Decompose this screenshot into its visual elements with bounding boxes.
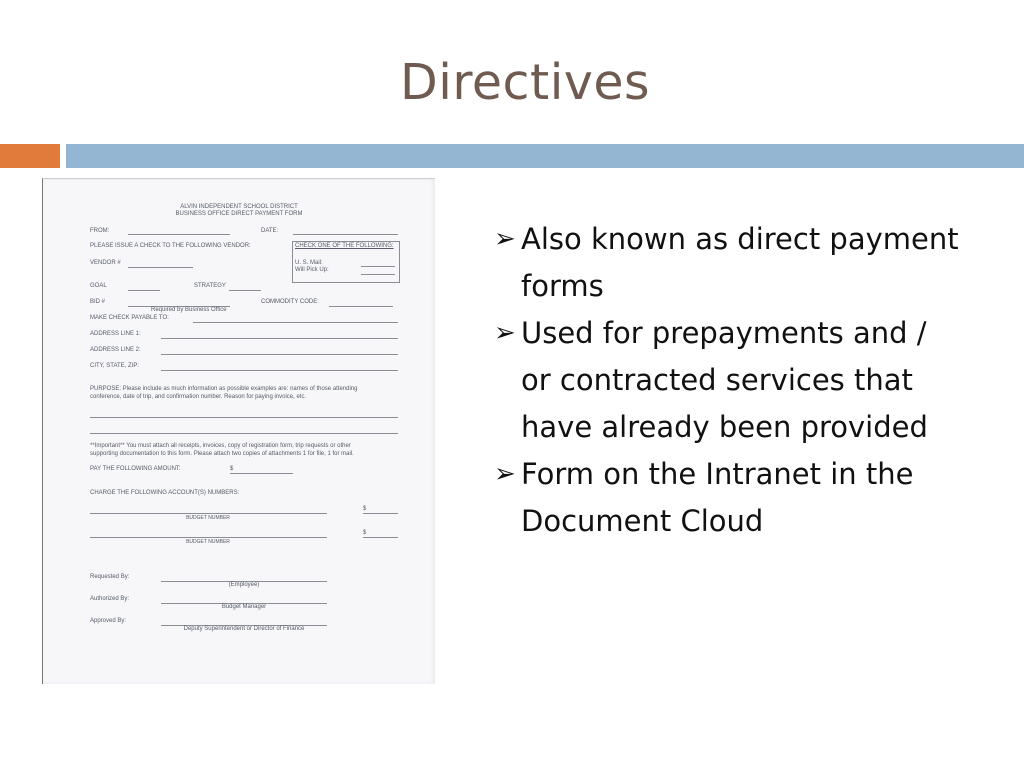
form-header-district: ALVIN INDEPENDENT SCHOOL DISTRICT xyxy=(180,204,298,210)
form-commodity-line xyxy=(329,306,393,307)
form-employee-label: (Employee) xyxy=(228,582,260,588)
form-address1-line xyxy=(161,338,398,339)
form-from-line xyxy=(128,234,230,235)
form-important-line2: supporting documentation to this form. Please attach two copies of attachments 1 for file, 1 for mail. xyxy=(90,451,354,457)
form-us-mail-label: U. S. Mail: xyxy=(295,260,323,266)
bullet-item xyxy=(494,216,964,310)
form-budget-number-1: BUDGET NUMBER xyxy=(186,515,230,521)
form-required-note: Required by Business Office xyxy=(151,307,227,313)
form-city-label: CITY, STATE, ZIP: xyxy=(90,363,140,369)
form-will-pick-up-label: Will Pick Up: xyxy=(295,267,329,273)
form-header-title: BUSINESS OFFICE DIRECT PAYMENT FORM xyxy=(175,211,303,217)
accent-bar-orange xyxy=(0,144,60,168)
form-account1-amount-line xyxy=(363,513,398,514)
bullet-item xyxy=(494,310,964,451)
form-city-line xyxy=(161,370,398,371)
form-purpose-line2: conference, date of trip, and confirmation number. Reason for paying invoice, etc. xyxy=(90,394,307,400)
form-date-line xyxy=(293,234,398,235)
form-important-line1: **Important** You must attach all receipts, invoices, copy of registration form, trip requests or other xyxy=(90,443,351,449)
bullet-list xyxy=(494,216,964,545)
form-requested-label: Requested By: xyxy=(90,574,130,580)
form-account1-line xyxy=(90,513,327,514)
slide-title: Directives xyxy=(400,54,650,111)
form-will-pick-up-line xyxy=(361,274,395,275)
form-strategy-line xyxy=(229,290,261,291)
form-goal-label: GOAL xyxy=(90,283,107,289)
form-address2-label: ADDRESS LINE 2: xyxy=(90,347,141,353)
form-issue-check-label: PLEASE ISSUE A CHECK TO THE FOLLOWING VENDOR: xyxy=(90,243,251,249)
form-deputy-label: Deputy Superintendent or Director of Finance xyxy=(183,626,305,632)
form-amount-label: PAY THE FOLLOWING AMOUNT: xyxy=(90,466,181,472)
form-bid-label: BID # xyxy=(90,299,106,305)
form-budget-manager-label: Budget Manager xyxy=(221,604,267,610)
form-amount-line xyxy=(230,473,293,474)
arrow-bullet-icon: ➢ xyxy=(494,224,516,254)
form-address1-label: ADDRESS LINE 1: xyxy=(90,331,141,337)
form-authorized-label: Authorized By: xyxy=(90,596,130,602)
form-vendor-label: VENDOR # xyxy=(90,260,121,266)
form-check-one-label: CHECK ONE OF THE FOLLOWING: xyxy=(295,243,394,249)
form-amount-dollar: $ xyxy=(230,466,234,472)
form-payable-label: MAKE CHECK PAYABLE TO: xyxy=(90,315,169,321)
form-accounts-label: CHARGE THE FOLLOWING ACCOUNT(S) NUMBERS: xyxy=(90,490,240,496)
form-goal-line xyxy=(128,290,160,291)
form-budget-number-2: BUDGET NUMBER xyxy=(186,539,230,545)
form-vendor-line xyxy=(128,267,193,268)
form-account2-amount-line xyxy=(363,537,398,538)
bullet-text: Form on the Intranet in the Document Cloud xyxy=(521,457,914,538)
form-us-mail-line xyxy=(361,266,395,267)
form-date-label: DATE: xyxy=(261,228,279,234)
form-payable-line xyxy=(193,322,398,323)
payment-form-image xyxy=(42,178,435,684)
arrow-bullet-icon: ➢ xyxy=(494,459,516,489)
form-purpose-line1: PURPOSE: Please include as much information as possible examples are: names of those attending xyxy=(90,386,358,392)
bullet-item xyxy=(494,451,964,545)
bullet-text: Used for prepayments and / or contracted services that have already been provided xyxy=(521,316,928,444)
form-commodity-label: COMMODITY CODE: xyxy=(261,299,319,305)
form-purpose-line-a xyxy=(90,417,398,418)
form-account1-dollar: $ xyxy=(363,506,367,512)
form-approved-label: Approved By: xyxy=(90,618,127,624)
arrow-bullet-icon: ➢ xyxy=(494,318,516,348)
form-from-label: FROM: xyxy=(90,228,110,234)
bullet-text: Also known as direct payment forms xyxy=(521,222,959,303)
form-strategy-label: STRATEGY xyxy=(194,283,226,289)
form-account2-line xyxy=(90,537,327,538)
form-purpose-line-b xyxy=(90,433,398,434)
form-account2-dollar: $ xyxy=(363,530,367,536)
form-address2-line xyxy=(161,354,398,355)
accent-bar-blue xyxy=(66,144,1024,168)
